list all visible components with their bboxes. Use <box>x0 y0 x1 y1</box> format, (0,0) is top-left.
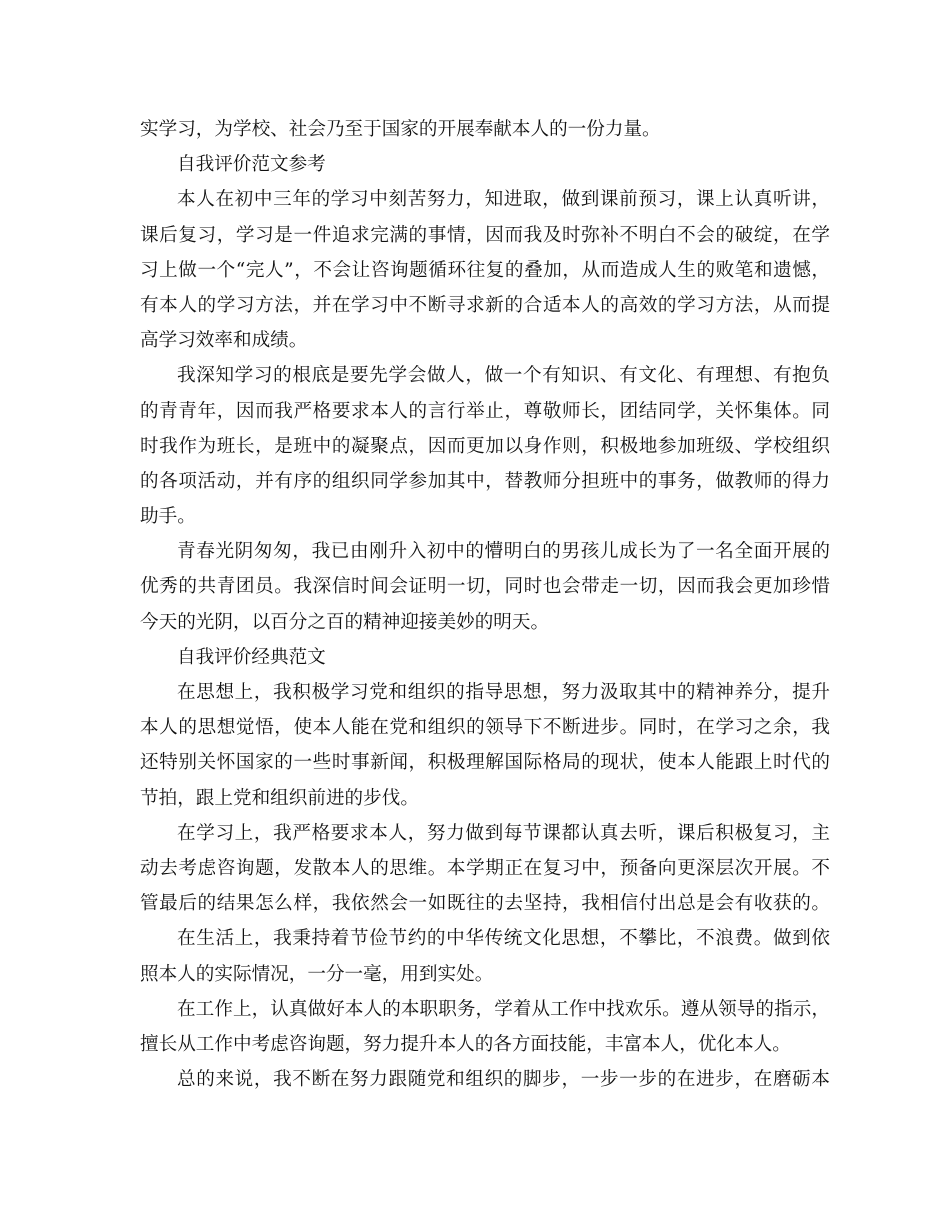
paragraph-start-line: 本人在初中三年的学习中刻苦努力，知进取，做到课前预习，课上认真听讲， <box>177 189 830 211</box>
text-line: 擅长从工作中考虑咨询题，努力提升本人的各方面技能，丰富本人，优化本人。 <box>140 1033 791 1055</box>
paragraph-start-line: 青春光阴匆匆，我已由刚升入初中的懵明白的男孩儿成长为了一名全面开展的 <box>177 541 830 563</box>
text-line: 优秀的共青团员。我深信时间会证明一切，同时也会带走一切，因而我会更加珍惜 <box>140 576 830 598</box>
text-line: 还特别关怀国家的一些时事新闻，积极理解国际格局的现状，使本人能跟上时代的 <box>140 752 830 774</box>
document-body <box>140 112 830 1097</box>
paragraph-start-line: 在工作上，认真做好本人的本职职务，学着从工作中找欢乐。遵从领导的指示， <box>177 998 830 1020</box>
text-line: 照本人的实际情况，一分一毫，用到实处。 <box>140 963 494 985</box>
paragraph-start-line: 在思想上，我积极学习党和组织的指导思想，努力汲取其中的精神养分，提升 <box>177 682 830 703</box>
text-line: 课后复习，学习是一件追求完满的事情，因而我及时弥补不明白不会的破绽，在学 <box>140 224 830 246</box>
text-line: 的青青年，因而我严格要求本人的言行举止，尊敬师长，团结同学，关怀集体。同 <box>140 400 830 422</box>
text-line: 时我作为班长，是班中的凝聚点，因而更加以身作则，积极地参加班级、学校组织 <box>140 435 830 457</box>
text-line: 动去考虑咨询题，发散本人的思维。本学期正在复习中，预备向更深层次开展。不 <box>140 857 830 879</box>
text-line: 助手。 <box>140 506 196 528</box>
paragraph-start-line: 自我评价范文参考 <box>177 154 326 176</box>
paragraph-start-line: 在学习上，我严格要求本人，努力做到每节课都认真去听，课后积极复习，主 <box>177 822 830 844</box>
paragraph-start-line: 我深知学习的根底是要先学会做人，做一个有知识、有文化、有理想、有抱负 <box>177 365 830 387</box>
text-line: 实学习，为学校、社会乃至于国家的开展奉献本人的一份力量。 <box>140 119 661 140</box>
text-line: 有本人的学习方法，并在学习中不断寻求新的合适本人的高效的学习方法，从而提 <box>140 294 830 316</box>
text-line: 习上做一个“完人”，不会让咨询题循环往复的叠加，从而造成人生的败笔和遗憾， <box>140 259 830 281</box>
text-line: 本人的思想觉悟，使本人能在党和组织的领导下不断进步。同时，在学习之余，我 <box>140 717 830 739</box>
paragraph-start-line: 总的来说，我不断在努力跟随党和组织的脚步，一步一步的在进步，在磨砺本 <box>177 1069 830 1091</box>
text-line: 的各项活动，并有序的组织同学参加其中，替教师分担班中的事务，做教师的得力 <box>140 470 830 492</box>
paragraph-start-line: 在生活上，我秉持着节俭节约的中华传统文化思想，不攀比，不浪费。做到依 <box>177 928 830 950</box>
text-line: 管最后的结果怎么样，我依然会一如既往的去坚持，我相信付出总是会有收获的。 <box>140 893 830 915</box>
text-line: 高学习效率和成绩。 <box>140 330 308 352</box>
text-line: 今天的光阴，以百分之百的精神迎接美妙的明天。 <box>140 611 550 633</box>
text-line: 节拍，跟上党和组织前进的步伐。 <box>140 787 419 809</box>
paragraph-start-line: 自我评价经典范文 <box>177 646 326 668</box>
